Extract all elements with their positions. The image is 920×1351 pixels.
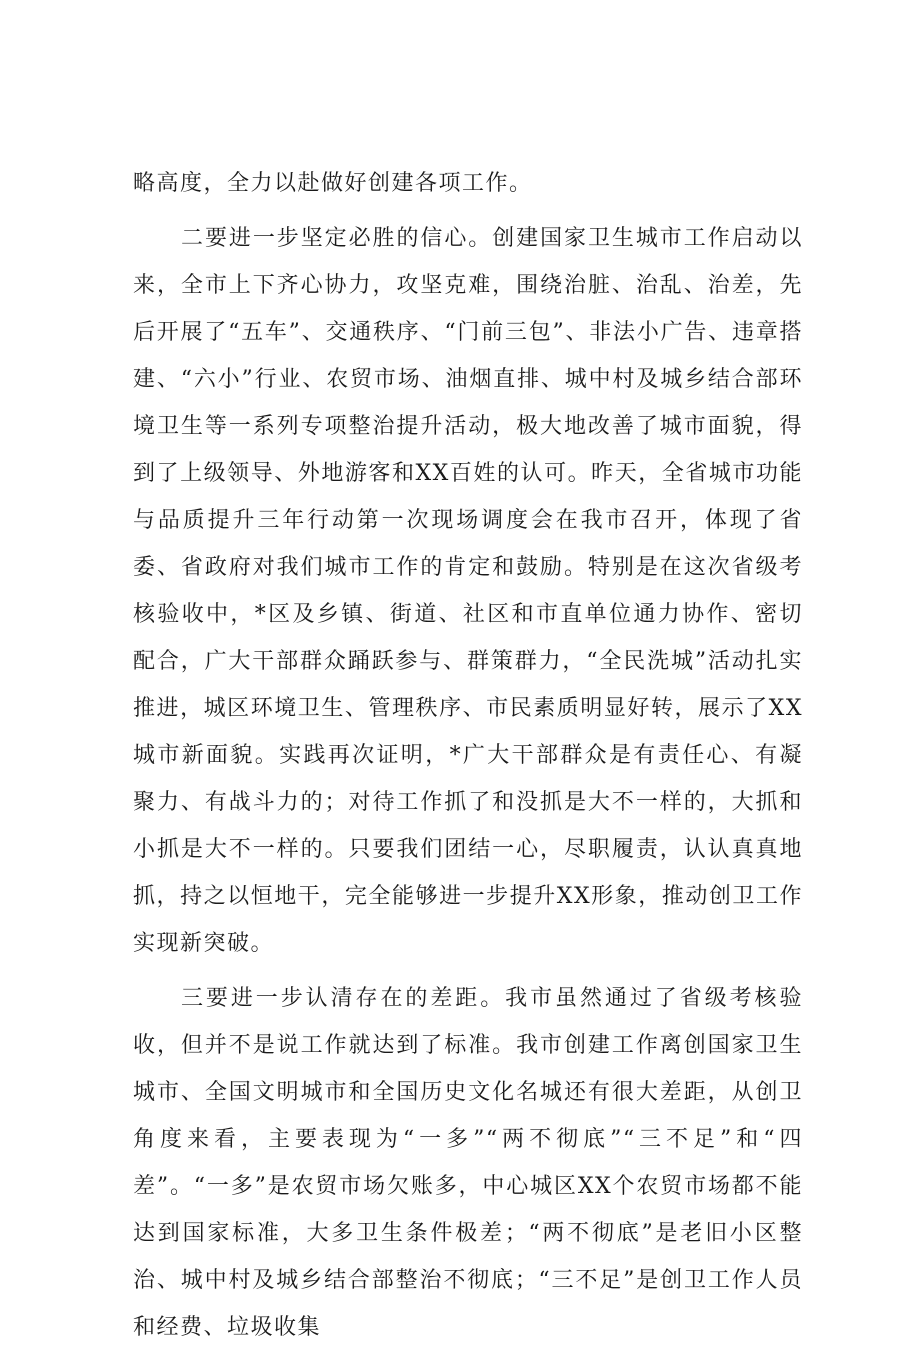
paragraph-continuation: 略高度，全力以赴做好创建各项工作。 (133, 171, 533, 196)
paragraph-point-three: 三要进一步认清存在的差距。我市虽然通过了省级考核验收，但并不是说工作就达到了标准。我市创建工作离创国家卫生城市、全国文明城市和全国历史文化名城还有很大差距，从创卫角度来看，主要表现为“一多”“两不彻底”“三不足”和“四差”。“一多”是农贸市场欠账多，中心城区XX个农贸市场都不能达到国家标准，大多卫生条件极差；“两不彻底”是老旧小区整治、城中村及城乡结合部整治不彻底；“三不足”是创卫工作人员和经费、垃圾收集 (133, 986, 803, 1340)
document-body (133, 160, 803, 1351)
paragraph-point-two: 二要进一步坚定必胜的信心。创建国家卫生城市工作启动以来，全市上下齐心协力，攻坚克难，围绕治脏、治乱、治差，先后开展了“五车”、交通秩序、“门前三包”、非法小广告、违章搭建、“六小”行业、农贸市场、油烟直排、城中村及城乡结合部环境卫生等一系列专项整治提升活动，极大地改善了城市面貌，得到了上级领导、外地游客和XX百姓的认可。昨天，全省城市功能与品质提升三年行动第一次现场调度会在我市召开，体现了省委、省政府对我们城市工作的肯定和鼓励。特别是在这次省级考核验收中，*区及乡镇、街道、社区和市直单位通力协作、密切配合，广大干部群众踊跃参与、群策群力，“全民洗城”活动扎实推进，城区环境卫生、管理秩序、市民素质明显好转，展示了XX城市新面貌。实践再次证明，*广大干部群众是有责任心、有凝聚力、有战斗力的；对待工作抓了和没抓是大不一样的，大抓和小抓是大不一样的。只要我们团结一心，尽职履责，认认真真地抓，持之以恒地干，完全能够进一步提升XX形象，推动创卫工作实现新突破。 (133, 226, 803, 956)
